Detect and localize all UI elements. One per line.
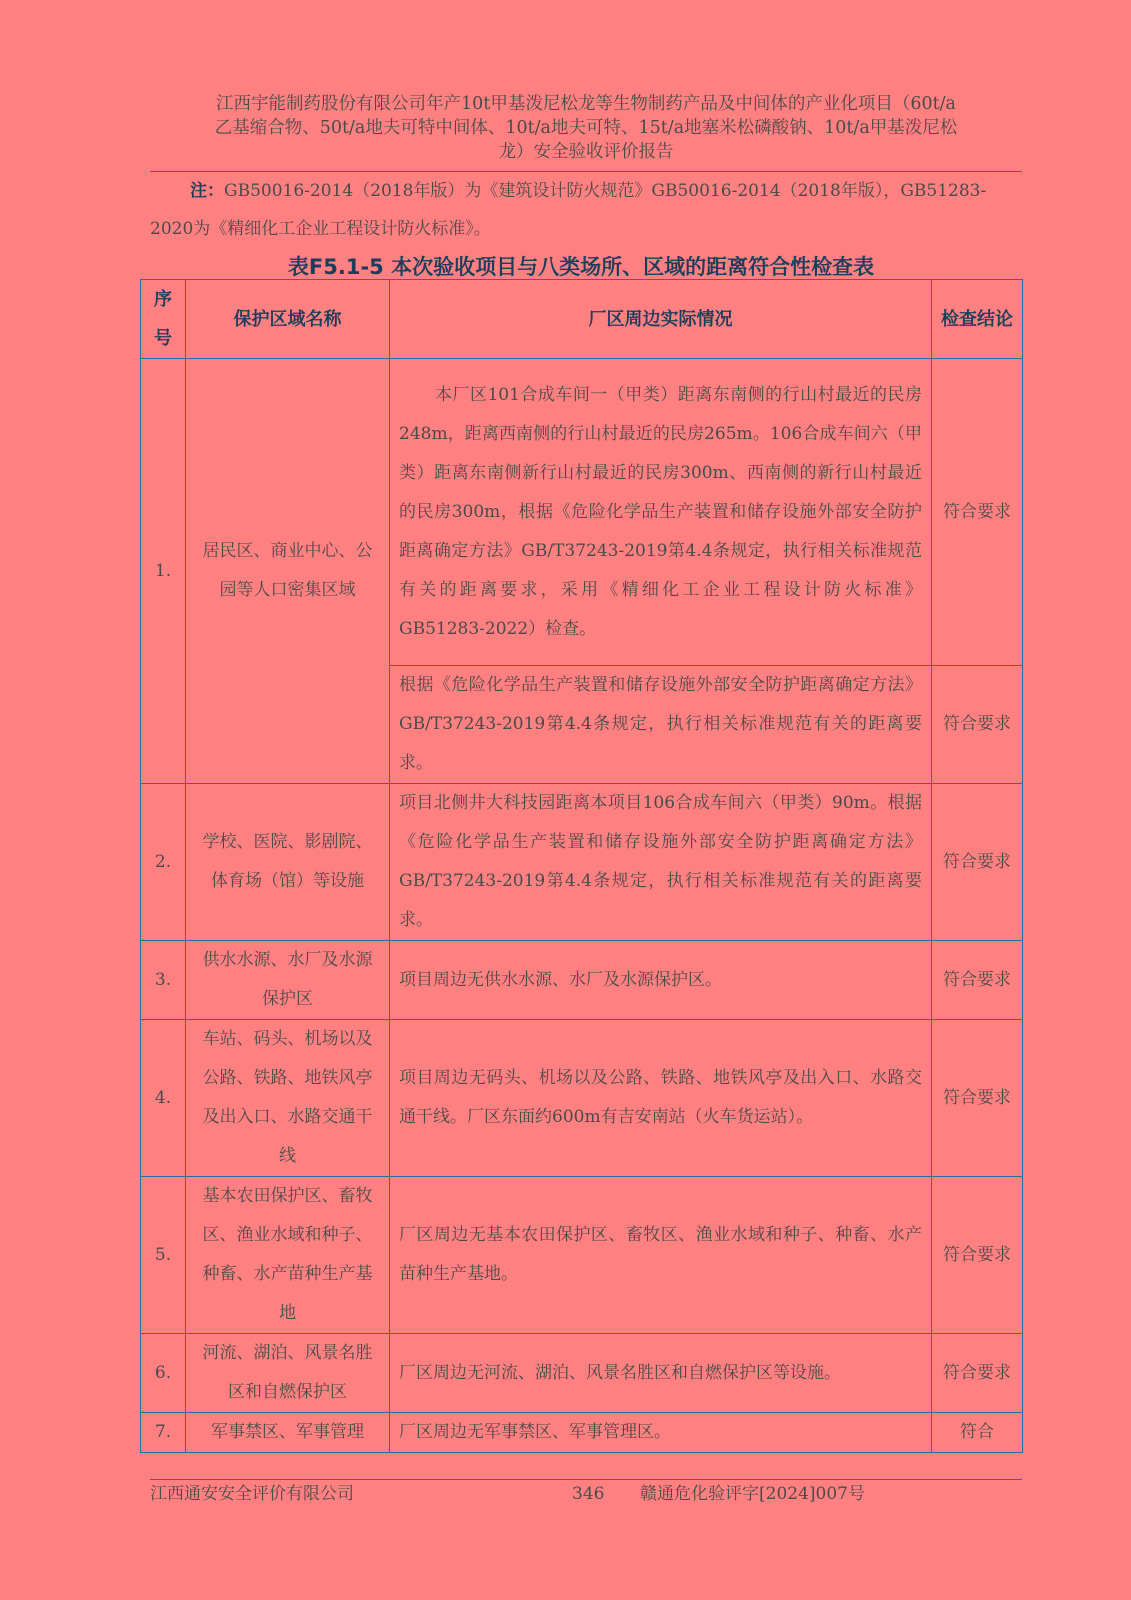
- row-situation: 项目周边无供水水源、水厂及水源保护区。: [390, 941, 932, 1020]
- row-area: 基本农田保护区、畜牧区、渔业水域和种子、种畜、水产苗种生产基地: [186, 1177, 390, 1334]
- row-situation: 厂区周边无军事禁区、军事管理区。: [390, 1413, 932, 1453]
- row-seq: 4.: [141, 1020, 186, 1177]
- row-seq: 6.: [141, 1334, 186, 1413]
- header-area: 保护区域名称: [186, 280, 390, 359]
- header-result: 检查结论: [932, 280, 1023, 359]
- row-seq: 5.: [141, 1177, 186, 1334]
- row-situation: 根据《危险化学品生产装置和储存设施外部安全防护距离确定方法》GB/T37243-2019第4.4条规定，执行相关标准规范有关的距离要求。: [390, 666, 932, 784]
- note-text: GB50016-2014（2018年版）为《建筑设计防火规范》GB50016-2014（2018年版），GB51283-2020为《精细化工企业工程设计防火标准》。: [150, 181, 987, 239]
- table-row: [141, 1020, 1023, 1177]
- row-area: 居民区、商业中心、公园等人口密集区域: [186, 359, 390, 784]
- table-row: [141, 1334, 1023, 1413]
- footer-company: 江西通安安全评价有限公司: [150, 1484, 354, 1504]
- table-row: [141, 1413, 1023, 1453]
- row-situation: 项目周边无码头、机场以及公路、铁路、地铁风亭及出入口、水路交通干线。厂区东面约600m有吉安南站（火车货运站）。: [390, 1020, 932, 1177]
- table-row: [141, 359, 1023, 666]
- table-row: [141, 941, 1023, 1020]
- row-seq: 1.: [141, 359, 186, 784]
- row-result: 符合要求: [932, 1334, 1023, 1413]
- row-area: 供水水源、水厂及水源保护区: [186, 941, 390, 1020]
- header-line-3: 龙）安全验收评价报告: [498, 142, 674, 162]
- row-result: 符合要求: [932, 941, 1023, 1020]
- footer-divider: [150, 1479, 1022, 1480]
- row-result: 符合要求: [932, 1020, 1023, 1177]
- header-situation: 厂区周边实际情况: [390, 280, 932, 359]
- row-seq: 7.: [141, 1413, 186, 1453]
- row-result: 符合: [932, 1413, 1023, 1453]
- row-result: 符合要求: [932, 1177, 1023, 1334]
- row-area: 军事禁区、军事管理: [186, 1413, 390, 1453]
- row-result: 符合要求: [932, 666, 1023, 784]
- note-label: 注：: [190, 181, 224, 201]
- page-header: [150, 92, 1022, 164]
- row-seq: 2.: [141, 784, 186, 941]
- row-situation: 项目北侧井大科技园距离本项目106合成车间六（甲类）90m。根据《危险化学品生产装置和储存设施外部安全防护距离确定方法》GB/T37243-2019第4.4条规定，执行相关标准规范有关的距离要求。: [390, 784, 932, 941]
- row-seq: 3.: [141, 941, 186, 1020]
- row-area: 河流、湖泊、风景名胜区和自燃保护区: [186, 1334, 390, 1413]
- table-header-row: [141, 280, 1023, 359]
- note-paragraph: [150, 172, 1022, 248]
- row-area: 学校、医院、影剧院、体育场（馆）等设施: [186, 784, 390, 941]
- table-row: [141, 784, 1023, 941]
- row-result: 符合要求: [932, 784, 1023, 941]
- footer-page-number: 346: [572, 1484, 605, 1504]
- row-area: 车站、码头、机场以及公路、铁路、地铁风亭及出入口、水路交通干线: [186, 1020, 390, 1177]
- distance-check-table: [140, 279, 1023, 1453]
- header-line-2: 乙基缩合物、50t/a地夫可特中间体、10t/a地夫可特、15t/a地塞米松磷酸钠、10t/a甲基泼尼松: [214, 118, 958, 138]
- row-situation: 厂区周边无基本农田保护区、畜牧区、渔业水域和种子、种畜、水产苗种生产基地。: [390, 1177, 932, 1334]
- row-situation: 厂区周边无河流、湖泊、风景名胜区和自燃保护区等设施。: [390, 1334, 932, 1413]
- table-row: [141, 1177, 1023, 1334]
- header-seq: 序号: [141, 280, 186, 359]
- table-title: 表F5.1-5 本次验收项目与八类场所、区域的距离符合性检查表: [287, 255, 875, 279]
- row-result: 符合要求: [932, 359, 1023, 666]
- row-situation: 本厂区101合成车间一（甲类）距离东南侧的行山村最近的民房248m，距离西南侧的行山村最近的民房265m。106合成车间六（甲类）距离东南侧新行山村最近的民房300m、西南侧的新行山村最近的民房300m，根据《危险化学品生产装置和储存设施外部安全防护距离确定方法》GB/T37243-2019第4.4条规定，执行相关标准规范有关的距离要求，采用《精细化工企业工程设计防火标准》GB51283-2022）检查。: [390, 359, 932, 666]
- header-line-1: 江西宇能制药股份有限公司年产10t甲基泼尼松龙等生物制药产品及中间体的产业化项目（60t/a: [216, 94, 956, 114]
- footer-doc-number: 赣通危化验评字[2024]007号: [640, 1484, 865, 1504]
